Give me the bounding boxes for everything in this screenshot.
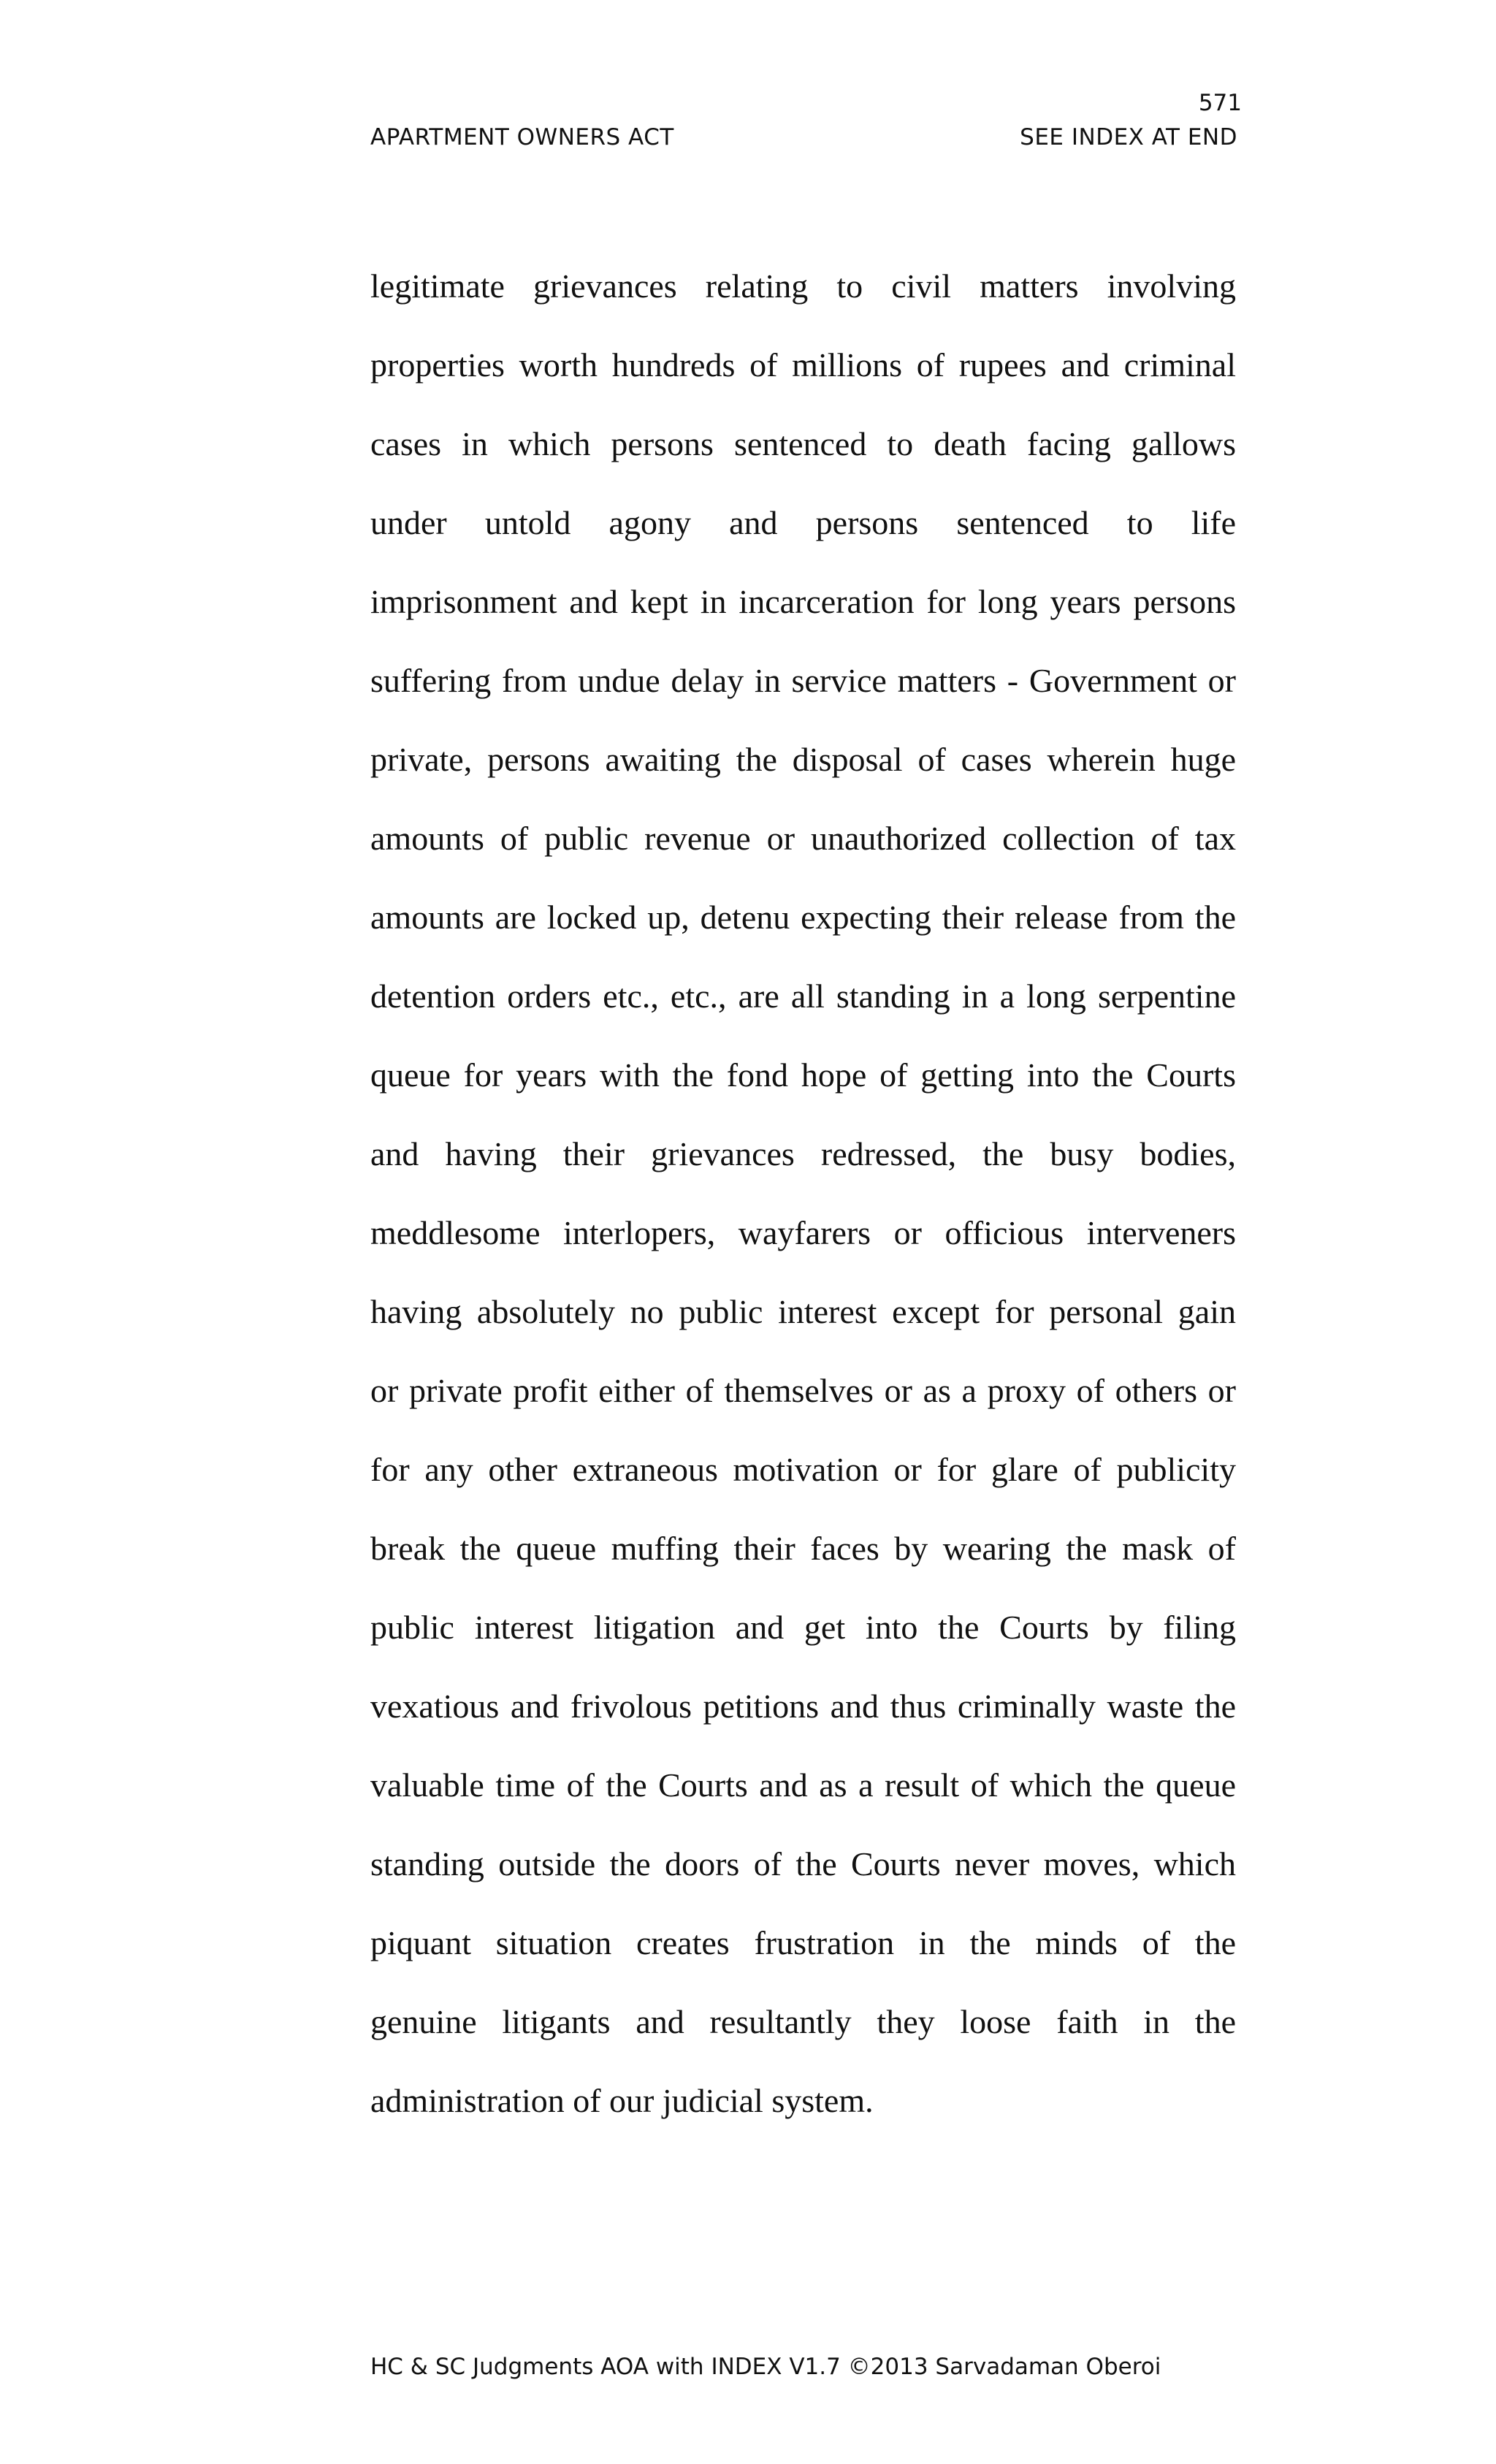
text-line: for any other extraneous motivation or for glare of publicity [370,1451,1236,1488]
text-line: meddlesome interlopers, wayfarers or officious interveners [370,1214,1236,1251]
text-line: legitimate grievances relating to civil matters involving [370,267,1236,305]
text-line: detention orders etc., etc., are all standing in a long serpentine [370,977,1236,1015]
text-line: standing outside the doors of the Courts never moves, which [370,1845,1236,1883]
footer-copyright: HC & SC Judgments AOA with INDEX V1.7 ©2013 Sarvadaman Oberoi [370,2354,1161,2380]
text-line: imprisonment and kept in incarceration for long years persons [370,583,1236,620]
text-line: break the queue muffing their faces by wearing the mask of [370,1530,1236,1567]
text-line: having absolutely no public interest except for personal gain [370,1293,1236,1330]
text-line: cases in which persons sentenced to death facing gallows [370,425,1236,462]
page-number: 571 [1198,90,1242,116]
text-line: under untold agony and persons sentenced to life [370,504,1236,541]
text-line: vexatious and frivolous petitions and thus criminally waste the [370,1687,1236,1725]
text-line: valuable time of the Courts and as a result of which the queue [370,1766,1236,1804]
text-line: private, persons awaiting the disposal of cases wherein huge [370,741,1236,778]
body-paragraph [370,260,1236,2154]
text-line: properties worth hundreds of millions of rupees and criminal [370,346,1236,384]
text-line: piquant situation creates frustration in the minds of the [370,1924,1236,1961]
text-line: queue for years with the fond hope of getting into the Courts [370,1056,1236,1094]
text-line: administration of our judicial system. [370,2082,874,2119]
text-line: public interest litigation and get into the Courts by filing [370,1609,1236,1646]
text-line: and having their grievances redressed, the busy bodies, [370,1135,1236,1172]
text-line: amounts are locked up, detenu expecting their release from the [370,899,1236,936]
text-line: or private profit either of themselves or as a proxy of others or [370,1372,1236,1409]
text-line: suffering from undue delay in service matters - Government or [370,662,1236,699]
running-header-index-note: SEE INDEX AT END [1020,124,1237,150]
text-line: amounts of public revenue or unauthorized collection of tax [370,820,1236,857]
running-header-title: APARTMENT OWNERS ACT [370,124,674,150]
text-line: genuine litigants and resultantly they loose faith in the [370,2003,1236,2040]
